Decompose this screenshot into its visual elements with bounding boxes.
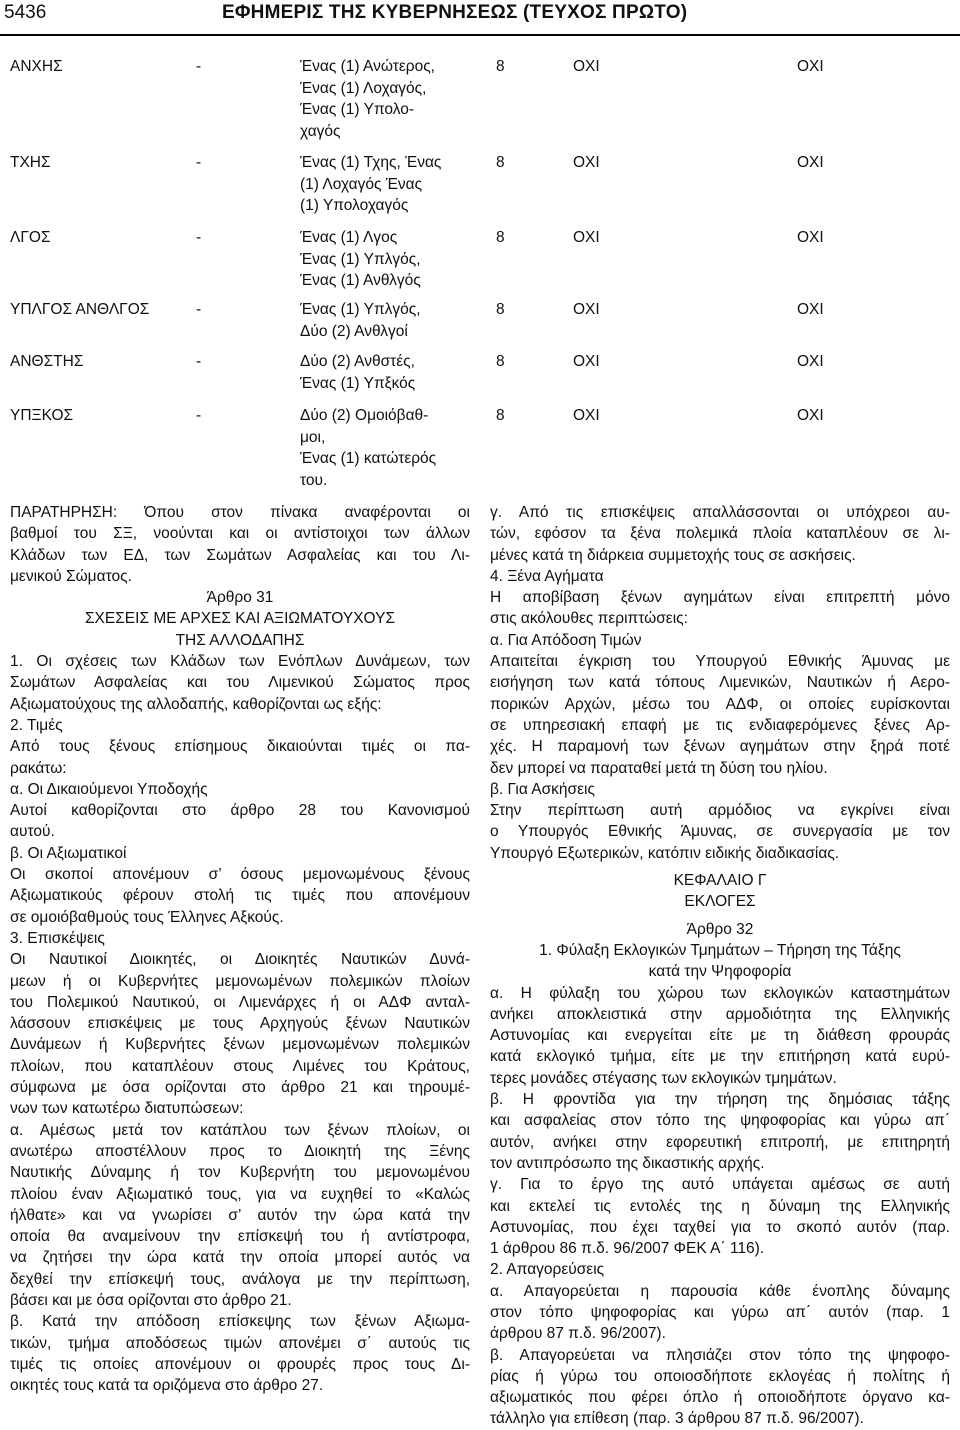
text-line: ρακάτω: (10, 759, 67, 777)
flag-cell-2: ΟΧΙ (797, 229, 824, 246)
text-line: λάσσουν επισκέψεις με τους Αρχηγούς ξένων Ναυτικών (10, 1015, 470, 1033)
count-cell: 8 (496, 58, 505, 75)
text-line: σε υπηρεσιακή επαφή με τις ενδιαφερόμενες ξένες Αρ- (490, 716, 950, 734)
text-line: Δυνάμεων ή Κυβερνήτες ξένων μεμονωμένων πολεμικών (10, 1036, 470, 1054)
text-line: και ασφαλείας στον τόπο της ψηφοφορίας και γύρω απ΄ (490, 1112, 950, 1130)
composition-line: μοι, (300, 428, 326, 446)
text-line: τάλληλο για επίθεση (παρ. 3 άρθρου 87 π.δ. 96/2007). (490, 1410, 864, 1428)
text-line: 2. Απαγορεύσεις (490, 1261, 605, 1279)
text-line: τικών, τμήμα αποδόσεως τιμών απονέμει σ΄ αυτούς τις (10, 1334, 470, 1352)
text-line: πορικών Αρχών, μέσω του ΑΔΦ, οι οποίες ευρίσκονται (490, 695, 950, 713)
text-line: 1. Οι σχέσεις των Κλάδων των Ενόπλων Δυνάμεων, των (10, 653, 470, 671)
text-line: Αστυνομίας, που έχει ταχθεί για το σκοπό αυτόν (παρ. (490, 1218, 950, 1236)
composition-line: Ένας (1) κατώτερός (300, 450, 437, 467)
composition-line: Δύο (2) Ομοιόβαθ- (300, 407, 429, 424)
text-line: να ζητήσει την ώρα κατά την οποία μπορεί αυτός να (10, 1249, 470, 1267)
heading-line: Άρθρο 31 (206, 589, 274, 607)
text-line: α. Απαγορεύεται η παρουσία κάθε ένοπλης δύναμης (490, 1282, 950, 1300)
text-line: γ. Από τις επισκέψεις απαλλάσσονται οι υπόχρεοι αυ- (490, 504, 950, 521)
composition-cell (300, 227, 490, 292)
text-line: οικητές τους κατά τα οριζόμενα στο άρθρο 27. (10, 1377, 324, 1395)
text-line: κατά εκλογικό τμήμα, είτε με την επιτήρηση κατά ευρύ- (490, 1048, 950, 1066)
composition-line: Ένας (1) Υπξκός (300, 374, 416, 392)
heading-line: ΚΕΦΑΛΑΙΟ Γ (673, 872, 767, 890)
text-line: Σωμάτων Ασφαλείας και του Λιμενικού Σώματος προς (10, 674, 470, 692)
composition-line: Ένας (1) Υπλγός, (300, 301, 421, 318)
count-cell: 8 (496, 407, 505, 424)
composition-line: Ένας (1) Ανθλγός (300, 272, 421, 289)
text-line: Ναυτικής Δύναμης ή τον Κυβερνήτη του μεμονωμένου (10, 1164, 470, 1182)
flag-cell-1: ΟΧΙ (573, 58, 600, 75)
text-line: 1 άρθρου 86 π.δ. 96/2007 ΦΕΚ Α΄ 116). (490, 1240, 765, 1258)
text-line: β. Απαγορεύεται να πλησιάζει στον τόπο της ψηφοφο- (490, 1346, 950, 1364)
text-line: πλοίου έναν Αξιωματικό τους, για να ευχηθεί το «Καλώς (10, 1185, 470, 1203)
composition-cell (300, 299, 490, 342)
text-line: α. Αμέσως μετά τον κατάπλου των ξένων πλοίων, οι (10, 1121, 470, 1139)
text-line: Οι σκοποί απονέμουν σ’ όσους μεμονωμένους ξένους (10, 866, 470, 884)
text-line: β. Για Ασκήσεις (490, 780, 595, 798)
flag-cell-1: ΟΧΙ (573, 407, 600, 424)
text-line: τερες μονάδες στέγασης των εκλογικών τμημάτων. (490, 1069, 837, 1087)
text-line: αξιωματικός που φέρει όπλο ή οποιοδήποτε όργανο κα- (490, 1389, 950, 1407)
rank-cell: ΛΓΟΣ (10, 229, 51, 246)
rank-cell: ΥΠΞΚΟΣ (10, 407, 74, 424)
text-line: αυτού. (10, 823, 55, 841)
text-line: ρίας ή γύρω του οποιοσδήποτε εκλογέας ή πολίτης ή (490, 1367, 950, 1385)
text-line: 4. Ξένα Αγήματα (490, 567, 604, 585)
composition-cell (300, 351, 490, 394)
heading-line: ΕΚΛΟΓΕΣ (684, 893, 756, 911)
text-line: β. Η φροντίδα για την τήρηση της δημόσιας τάξης (490, 1091, 950, 1109)
heading-line: ΣΧΕΣΕΙΣ ΜΕ ΑΡΧΕΣ ΚΑΙ ΑΞΙΩΜΑΤΟΥΧΟΥΣ (84, 610, 396, 628)
flag-cell-2: ΟΧΙ (797, 154, 824, 171)
heading-line: 1. Φύλαξη Εκλογικών Τμημάτων – Τήρηση της Τάξης (539, 941, 901, 959)
flag-cell-2: ΟΧΙ (797, 58, 824, 75)
composition-line: Δύο (2) Ανθλγοί (300, 322, 408, 340)
text-line: τών, εφόσον τα ξένα πολεμικά πλοία καταπλέουν σε λι- (490, 525, 950, 543)
text-line: πλοίων, που καταπλέουν στους Λιμένες του Κράτους, (10, 1057, 470, 1075)
flag-cell-2: ΟΧΙ (797, 407, 824, 424)
text-line: Στην περίπτωση αυτή αρμόδιος να εγκρίνει είναι (490, 802, 950, 820)
text-line: ανωτέρω αποστέλλουν προς το Διοικητή της Ξένης (10, 1142, 470, 1160)
text-line: οποία θα αναμείνουν την επίσκεψή του ή αντίστροφα, (10, 1228, 470, 1246)
right-text-column (490, 502, 950, 1430)
composition-line: του. (300, 471, 328, 489)
dash-cell: - (196, 154, 202, 171)
text-line: ήλθατε» και να γνωρίσει σ’ αυτόν την ώρα κατά την (10, 1206, 470, 1224)
dash-cell: - (196, 58, 202, 75)
composition-line: Ένας (1) Τχης, Ένας (300, 154, 442, 171)
text-line: Απαιτείται έγκριση του Υπουργού Εθνικής Άμυνας με (490, 653, 950, 671)
text-line: του Πολεμικού Ναυτικού, οι Λιμενάρχες ή οι ΑΔΦ ανταλ- (10, 993, 470, 1011)
text-line: αυτόν, ανήκει στην εφορευτική επιτροπή, με επιτηρητή (490, 1133, 950, 1151)
text-line: α. Η φύλαξη του χώρου των εκλογικών καταστημάτων (490, 984, 950, 1002)
text-line: δεν μπορεί να παραταθεί μετά τη δύση του ηλίου. (490, 759, 828, 777)
text-line: μένες κατά τη διάρκεια συμμετοχής τους σε ασκήσεις. (490, 546, 856, 564)
text-line: σύμφωνα με όσα ορίζονται στο άρθρο 21 και τηρουμέ- (10, 1079, 470, 1097)
text-line: μενικού Σώματος. (10, 567, 132, 585)
left-text-column (10, 502, 470, 1396)
text-line: στις ακόλουθες περιπτώσεις: (490, 610, 688, 628)
count-cell: 8 (496, 301, 505, 318)
text-line: Αξιωματούχους της αλλοδαπής, καθορίζονται ως εξής: (10, 695, 382, 713)
composition-line: Ένας (1) Υπλγός, (300, 250, 421, 268)
composition-line: Δύο (2) Ανθστές, (300, 353, 415, 370)
heading-line: ΤΗΣ ΑΛΛΟΔΑΠΗΣ (175, 631, 305, 649)
text-line: Αυτοί καθορίζονται στο άρθρο 28 του Κανονισμού (10, 802, 470, 820)
text-line: χές. Η παραμονή των ξένων αγημάτων στην ξηρά ποτέ (490, 738, 950, 756)
text-line: β. Κατά την απόδοση επίσκεψης των ξένων Αξιωμα- (10, 1313, 470, 1331)
dash-cell: - (196, 407, 202, 424)
composition-line: Ένας (1) Ανώτερος, (300, 58, 435, 75)
rank-cell: ΥΠΛΓΟΣ ΑΝΘΛΓΟΣ (10, 301, 150, 318)
text-line: Κλάδων των ΕΔ, των Σωμάτων Ασφαλείας και του Λι- (10, 546, 470, 564)
text-line: νων των κατωτέρω διατυπώσεων: (10, 1100, 244, 1118)
text-line: στον τόπο ψηφοφορίας και γύρω απ΄ αυτόν (παρ. 1 (490, 1303, 950, 1321)
composition-cell (300, 152, 490, 217)
text-line: μεων ή οι Κυβερνήτες μεμονωμένων πολεμικών πλοίων (10, 972, 470, 990)
text-line: Υπουργό Εξωτερικών, κατόπιν ειδικής διαδικασίας. (490, 844, 840, 862)
flag-cell-2: ΟΧΙ (797, 353, 824, 370)
text-line: Αξιωματικούς φέρουν στολή τις τιμές που απονέμουν (10, 887, 470, 905)
text-line: 2. Τιμές (10, 716, 63, 734)
heading-line: κατά την Ψηφοφορία (648, 963, 792, 981)
composition-line: (1) Λοχαγός Ένας (300, 175, 423, 193)
text-line: σε ομοιόβαθμούς τους Έλληνες Αξκούς. (10, 908, 284, 926)
text-line: Αστυνομίας και ενεργείται είτε με τη διάθεση φρουράς (490, 1027, 950, 1045)
composition-cell (300, 405, 490, 491)
rank-cell: ΑΝΘΣΤΗΣ (10, 353, 84, 370)
text-line: βάσει και με όσα ορίζονται στο άρθρο 21. (10, 1291, 292, 1309)
composition-line: Ένας (1) Λγος (300, 229, 398, 246)
text-line: α. Οι Δικαιούμενοι Υποδοχής (10, 780, 208, 798)
flag-cell-1: ΟΧΙ (573, 229, 600, 246)
text-line: ο Υπουργός Εθνικής Άμυνας, σε συνεργασία με τον (490, 823, 950, 841)
count-cell: 8 (496, 353, 505, 370)
text-line: γ. Για το έργο της αυτό υπάγεται αμέσως σε αυτή (490, 1176, 950, 1194)
dash-cell: - (196, 229, 202, 246)
dash-cell: - (196, 353, 202, 370)
page-header (0, 0, 960, 36)
page-number: 5436 (4, 2, 47, 23)
rank-cell: ΑΝΧΗΣ (10, 58, 63, 75)
text-line: και εκτελεί τις εντολές της η δύναμη της Ελληνικής (490, 1197, 950, 1215)
text-line: εισήγηση των κατά τόπους Λιμενικών, Ναυτικών ή Αερο- (490, 674, 950, 692)
journal-title: ΕΦΗΜΕΡΙΣ ΤΗΣ ΚΥΒΕΡΝΗΣΕΩΣ (ΤΕΥΧΟΣ ΠΡΩΤΟ) (222, 2, 688, 23)
text-line: ΠΑΡΑΤΗΡΗΣΗ: Όπου στον πίνακα αναφέρονται οι (10, 504, 470, 521)
flag-cell-1: ΟΧΙ (573, 301, 600, 318)
composition-line: Ένας (1) Λοχαγός, (300, 79, 427, 97)
text-line: α. Για Απόδοση Τιμών (490, 631, 642, 649)
text-line: δεχθεί την επίσκεψή τους, ανάλογα με την περίπτωση, (10, 1270, 470, 1288)
text-line: Οι Ναυτικοί Διοικητές, οι Διοικητές Ναυτικών Δυνά- (10, 951, 470, 969)
composition-line: χαγός (300, 122, 341, 140)
count-cell: 8 (496, 229, 505, 246)
rank-cell: ΤΧΗΣ (10, 154, 51, 171)
dash-cell: - (196, 301, 202, 318)
text-line: βαθμοί του ΣΞ, νοούνται και οι αντίστοιχοι των άλλων (10, 525, 470, 543)
composition-cell (300, 56, 490, 142)
composition-line: (1) Υπολοχαγός (300, 197, 409, 214)
heading-line: Άρθρο 32 (686, 920, 754, 938)
flag-cell-1: ΟΧΙ (573, 353, 600, 370)
count-cell: 8 (496, 154, 505, 171)
text-line: Η αποβίβαση ξένων αγημάτων είναι επιτρεπτή μόνο (490, 589, 950, 607)
text-line: Από τους ξένους επίσημους δικαιούνται τιμές οι πα- (10, 738, 470, 756)
composition-line: Ένας (1) Υπολο- (300, 101, 415, 118)
text-line: άρθρου 87 π.δ. 96/2007). (490, 1325, 666, 1343)
text-line: ανήκει αποκλειστικά στην αρμοδιότητα της Ελληνικής (490, 1005, 950, 1023)
text-line: β. Οι Αξιωματικοί (10, 844, 127, 862)
flag-cell-1: ΟΧΙ (573, 154, 600, 171)
flag-cell-2: ΟΧΙ (797, 301, 824, 318)
text-line: τον αντιπρόσωπο της δικαστικής αρχής. (490, 1154, 765, 1172)
text-line: 3. Επισκέψεις (10, 929, 105, 947)
text-line: τιμές τις οποίες απονέμουν οι φρουρές προς τους Δι- (10, 1355, 470, 1373)
